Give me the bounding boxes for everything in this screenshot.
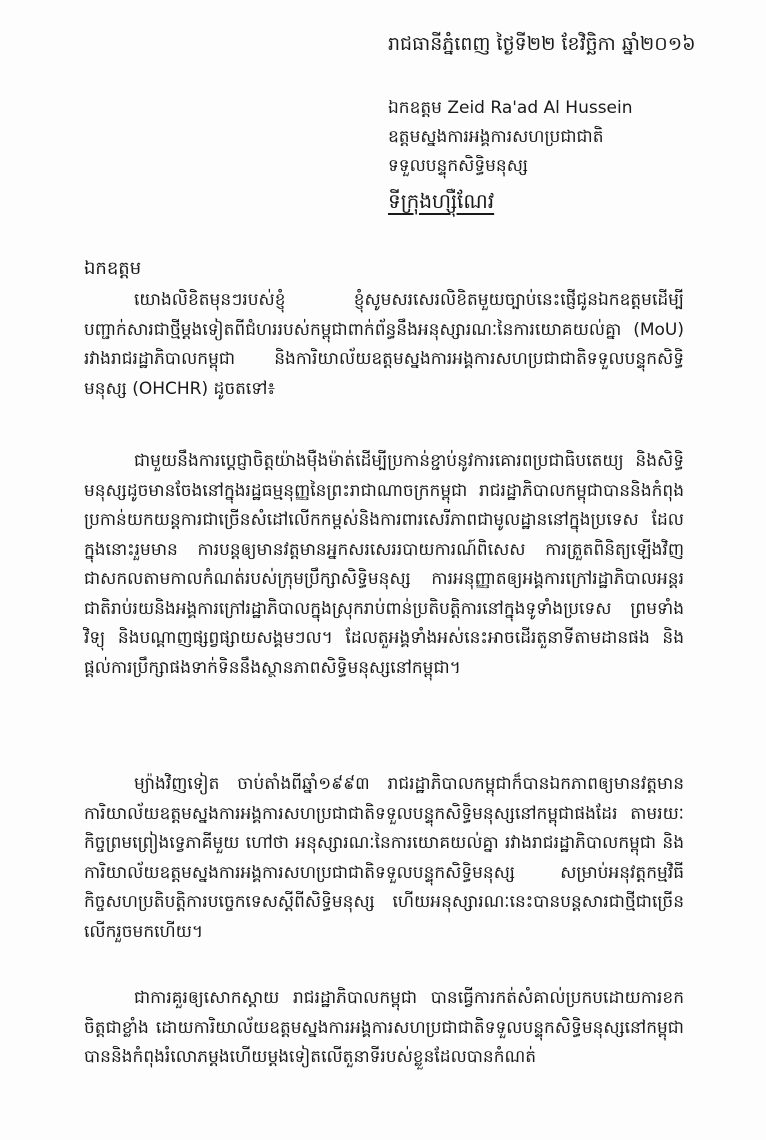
- paragraph-reference: យោងលិខិតមុនៗរបស់ខ្ញុំ ខ្ញុំសូមសរសេរលិខិតមួយច្បាប់នេះផ្ញើជូនឯកឧត្តមដើម្បីបញ្ជាក់សារជាថ្មីម្តងទៀតពីជំហររបស់កម្ពុជាពាក់ព័ន្ធនឹងអនុស្សារណៈនៃការយោគយល់គ្នា (MoU) រវាងរាជរដ្ឋាភិបាលកម្ពុជា និងការិយាល័យឧត្តមស្នងការអង្គការសហប្រជាជាតិទទួលបន្ទុកសិទ្ធិមនុស្ស (OHCHR) ដូចតទៅ៖: [84, 290, 684, 399]
- recipient-name: ឯកឧត្តម Zeid Ra'ad Al Hussein: [388, 98, 633, 118]
- recipient-city: ទីក្រុងហ្ស៊ឺណែវ: [388, 189, 495, 213]
- paragraph-commitment: ជាមួយនឹងការប្តេជ្ញាចិត្តយ៉ាងម៉ឺងម៉ាត់ដើម្បីប្រកាន់ខ្ជាប់នូវការគោរពប្រជាធិបតេយ្យ និងសិទ្ធិមនុស្សដូចមានចែងនៅក្នុងរដ្ឋធម្មនុញ្ញនៃព្រះរាជាណាចក្រកម្ពុជា រាជរដ្ឋាភិបាលកម្ពុជាបាននិងកំពុងប្រកាន់យកយន្តការជាច្រើនសំដៅលើកកម្ពស់និងការពារសេរីភាពជាមូលដ្ឋាននៅក្នុងប្រទេស ដែលក្នុងនោះរួមមាន ការបន្តឲ្យមានវត្តមានអ្នកសរសេររបាយការណ៍ពិសេស ការត្រួតពិនិត្យឡើងវិញជាសកលតាមកាលកំណត់របស់ក្រុមប្រឹក្សាសិទ្ធិមនុស្ស ការអនុញ្ញាតឲ្យអង្គការក្រៅរដ្ឋាភិបាលអន្តរជាតិរាប់រយនិងអង្គការក្រៅរដ្ឋាភិបាលក្នុងស្រុករាប់ពាន់ប្រតិបត្តិការនៅក្នុងទូទាំងប្រទេស ព្រមទាំងវិទ្យុ និងបណ្តាញផ្សព្វផ្សាយសង្គមៗល។ ដែលតួអង្គទាំងអស់នេះអាចដើរតួនាទីតាមដានផង និងផ្តល់ការប្រឹក្សាផងទាក់ទិននឹងស្ថានភាពសិទ្ធិមនុស្សនៅកម្ពុជា។: [84, 451, 684, 678]
- paragraph-history: ម្យ៉ាងវិញទៀត ចាប់តាំងពីឆ្នាំ១៩៩៣ រាជរដ្ឋាភិបាលកម្ពុជាក៏បានឯកភាពឲ្យមានវត្តមានការិយាល័យឧត្តមស្នងការអង្គការសហប្រជាជាតិទទួលបន្ទុកសិទ្ធិមនុស្សនៅកម្ពុជាផងដែរ តាមរយៈកិច្ចព្រមព្រៀងទ្វេភាគីមួយ ហៅថា អនុស្សារណៈនៃការយោគយល់គ្នា រវាងរាជរដ្ឋាភិបាលកម្ពុជា និងការិយាល័យឧត្តមស្នងការអង្គការសហប្រជាជាតិទទួលបន្ទុកសិទ្ធិមនុស្ស សម្រាប់អនុវត្តកម្មវិធីកិច្ចសហប្រតិបត្តិការបច្ចេកទេសស្តីពីសិទ្ធិមនុស្ស ហើយអនុស្សារណៈនេះបានបន្តសារជាថ្មីជាច្រើនលើករួចមកហើយ។: [84, 774, 684, 942]
- recipient-block: [388, 94, 633, 216]
- recipient-title: ឧត្តមស្នងការអង្គការសហប្រជាជាតិ: [388, 127, 604, 147]
- salutation: ឯកឧត្តម: [84, 258, 142, 279]
- recipient-office: ទទួលបន្ទុកសិទ្ធិមនុស្ស: [388, 156, 528, 176]
- paragraph-regret: ជាការគួរឲ្យសោកស្តាយ រាជរដ្ឋាភិបាលកម្ពុជា បានធ្វើការកត់សំគាល់ប្រកបដោយការខកចិត្តជាខ្លាំង ដោយការិយាល័យឧត្តមស្នងការអង្គការសហប្រជាជាតិទទួលបន្ទុកសិទ្ធិមនុស្សនៅកម្ពុជាបាននិងកំពុងរំលោភម្តងហើយម្តងទៀតលើតួនាទីរបស់ខ្លួនដែលបានកំណត់: [84, 988, 684, 1067]
- letter-date: រាជធានីភ្នំពេញ ថ្ងៃទី២២ ខែវិច្ឆិកា ឆ្នាំ២០១៦: [388, 33, 696, 55]
